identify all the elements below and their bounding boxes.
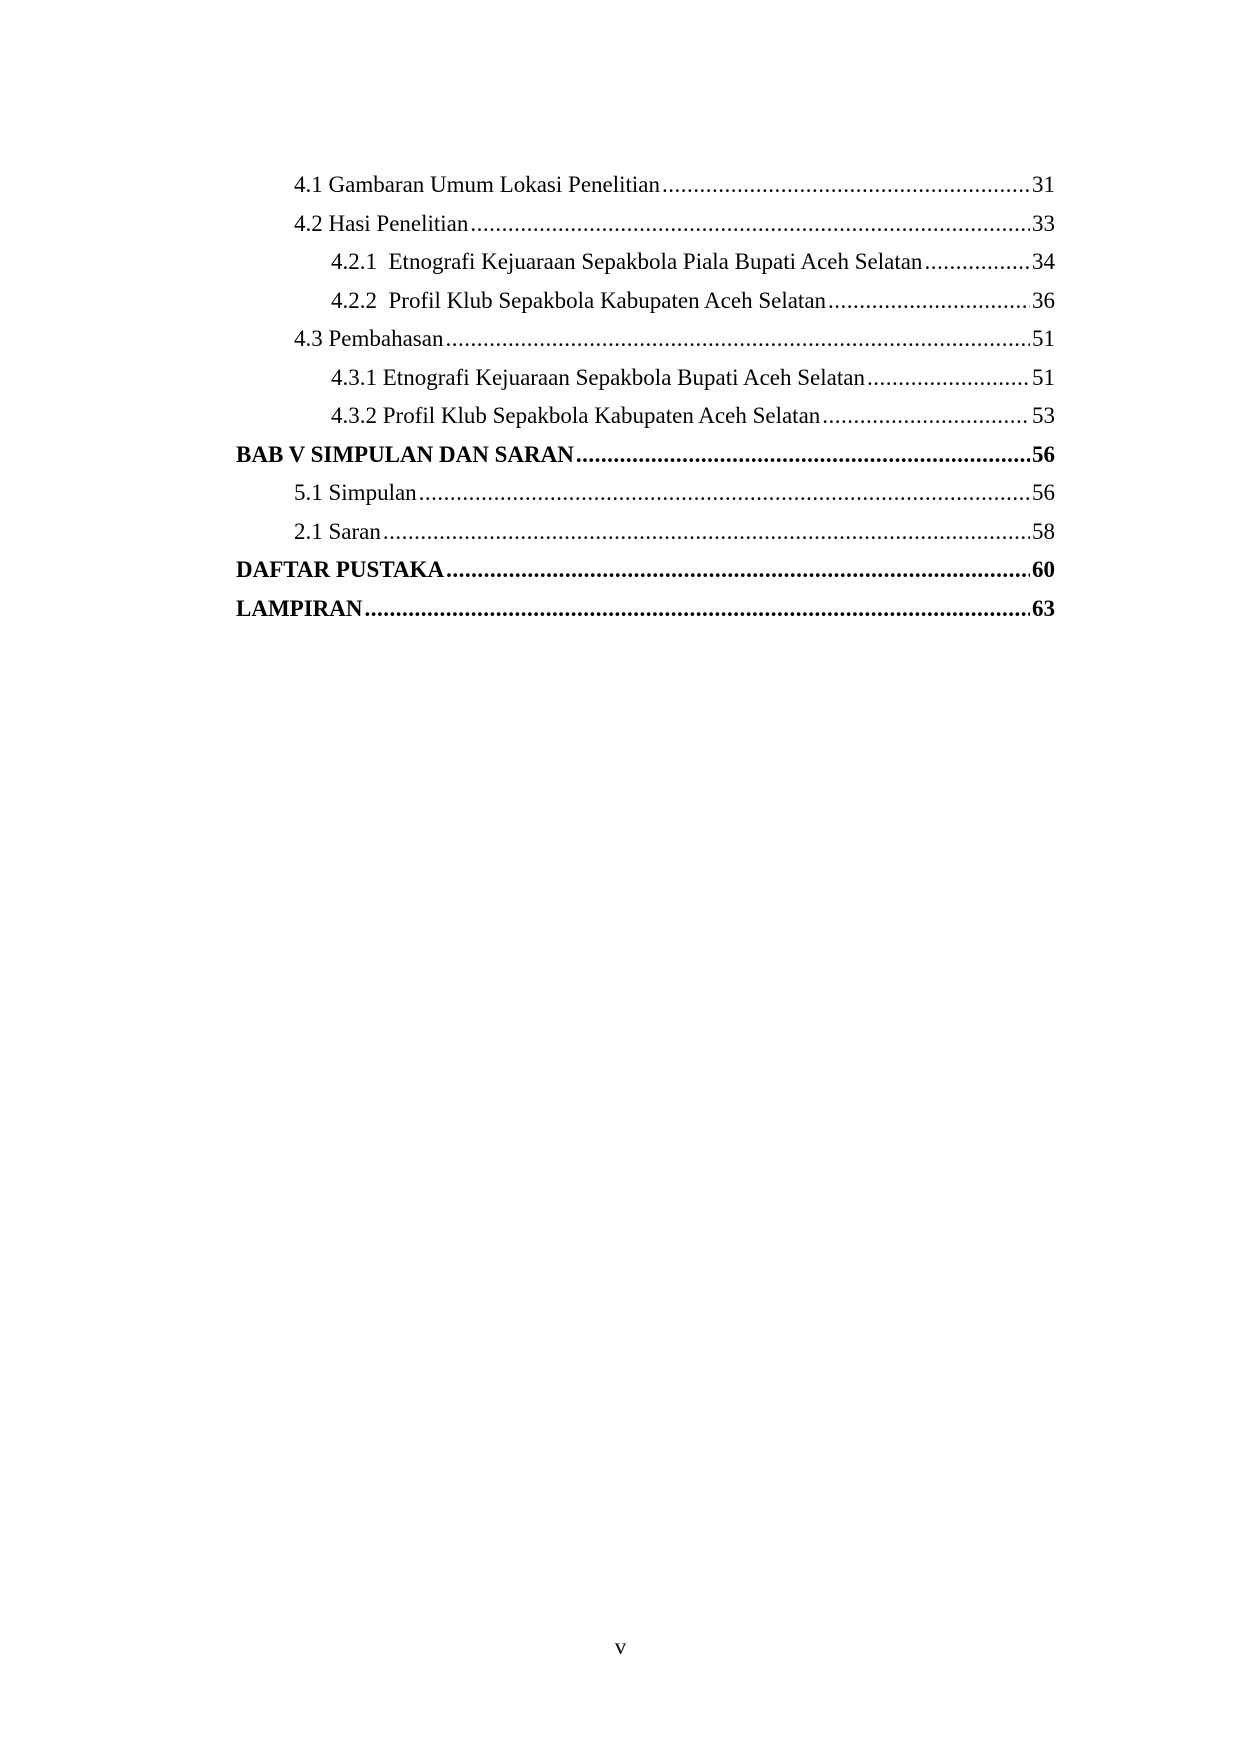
toc-entry bbox=[294, 209, 1055, 239]
toc-leader-dots bbox=[419, 478, 1030, 508]
toc-entry-label: 2.1 Saran bbox=[294, 518, 381, 544]
toc-chapter-entry bbox=[236, 594, 1055, 624]
toc-entry bbox=[294, 478, 1055, 508]
toc-leader-dots bbox=[828, 286, 1030, 316]
toc-entry-label: 5.1 Simpulan bbox=[294, 480, 417, 505]
toc-entry-page: 56 bbox=[1032, 441, 1055, 467]
toc-entry-page: 58 bbox=[1032, 518, 1055, 544]
toc-entry-page: 36 bbox=[1032, 287, 1055, 313]
toc-leader-dots bbox=[365, 594, 1031, 624]
toc-entry-label: 4.2 Hasi Penelitian bbox=[294, 210, 469, 236]
toc-entry-page: 56 bbox=[1032, 480, 1055, 505]
toc-entry-label: 4.2.2 Profil Klub Sepakbola Kabupaten Aceh Selatan bbox=[331, 287, 827, 313]
toc-entry-label: 4.3 Pembahasan bbox=[294, 326, 444, 351]
toc-entry bbox=[294, 517, 1055, 547]
toc-leader-dots bbox=[383, 517, 1030, 547]
toc-leader-dots bbox=[576, 440, 1030, 470]
toc-leader-dots bbox=[867, 363, 1030, 393]
toc-entry-label: BAB V SIMPULAN DAN SARAN bbox=[236, 441, 574, 467]
toc-leader-dots bbox=[446, 555, 1030, 585]
toc-chapter-entry bbox=[236, 440, 1055, 470]
toc-entry-page: 33 bbox=[1032, 210, 1055, 236]
toc-leader-dots bbox=[662, 170, 1030, 200]
toc-leader-dots bbox=[924, 247, 1030, 277]
toc-entry-page: 51 bbox=[1032, 326, 1055, 351]
toc-entry-label: DAFTAR PUSTAKA bbox=[236, 557, 445, 582]
toc-entry-page: 63 bbox=[1032, 595, 1055, 621]
toc-leader-dots bbox=[822, 401, 1030, 431]
toc-entry bbox=[331, 401, 1055, 431]
toc-entry-page: 34 bbox=[1032, 249, 1055, 274]
toc-leader-dots bbox=[445, 324, 1030, 354]
page-number: v bbox=[614, 1634, 627, 1659]
toc-entry-label: 4.3.1 Etnografi Kejuaraan Sepakbola Bupati Aceh Selatan bbox=[331, 364, 865, 390]
toc-entry bbox=[294, 324, 1055, 354]
toc-entry-page: 51 bbox=[1032, 364, 1055, 390]
toc-entry-label: 4.3.2 Profil Klub Sepakbola Kabupaten Aceh Selatan bbox=[331, 403, 821, 428]
toc-entry-page: 53 bbox=[1032, 403, 1055, 428]
toc-entry-page: 31 bbox=[1032, 172, 1055, 197]
toc-leader-dots bbox=[470, 209, 1030, 239]
toc-entry bbox=[331, 286, 1055, 316]
toc-entry-label: LAMPIRAN bbox=[236, 595, 363, 621]
toc-entry-label: 4.2.1 Etnografi Kejuaraan Sepakbola Piala Bupati Aceh Selatan bbox=[331, 249, 923, 274]
toc-entry bbox=[331, 363, 1055, 393]
toc-entry-page: 60 bbox=[1032, 557, 1055, 582]
toc-entry bbox=[294, 170, 1055, 200]
toc-chapter-entry bbox=[236, 555, 1055, 585]
toc-entry bbox=[331, 247, 1055, 277]
toc-entry-label: 4.1 Gambaran Umum Lokasi Penelitian bbox=[294, 172, 661, 197]
